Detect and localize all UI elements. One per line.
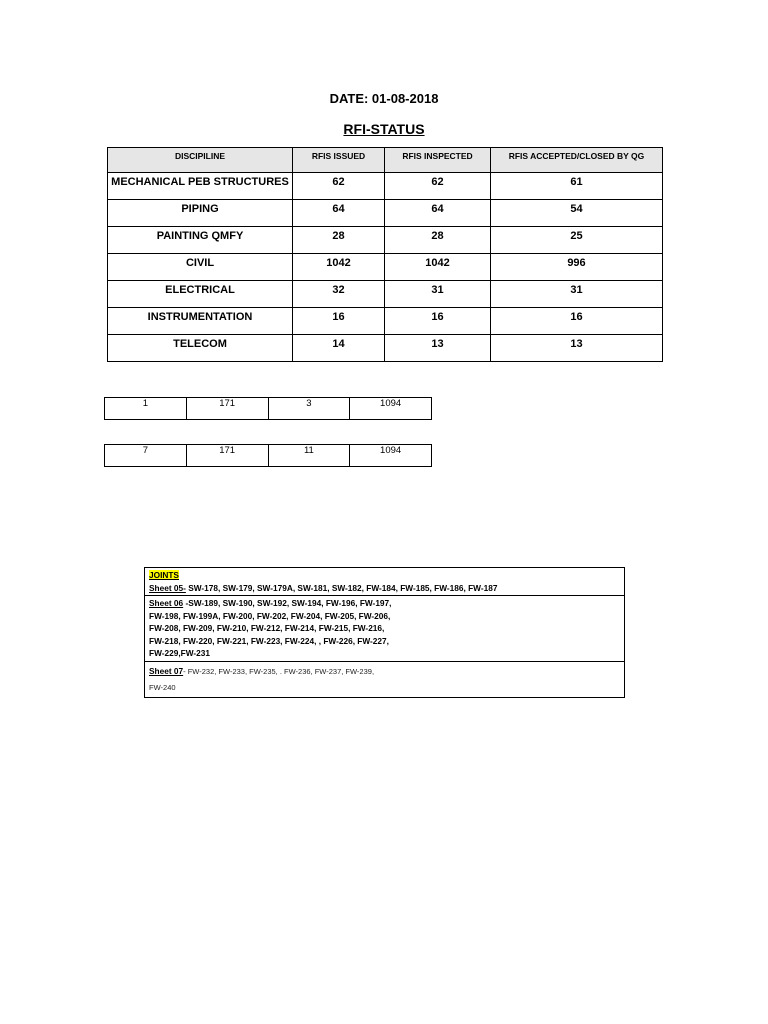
cell-inspected: 28: [385, 227, 491, 254]
cell-accepted: 54: [491, 200, 663, 227]
cell-discipline: ELECTRICAL: [108, 281, 293, 308]
sheet-07-joints-line: - FW-232, FW-233, FW-235, . FW-236, FW-237, FW-239,: [183, 666, 375, 676]
summary-cell: 7: [105, 445, 187, 467]
rfi-status-table: [107, 147, 663, 362]
cell-accepted: 25: [491, 227, 663, 254]
summary-cell: 11: [268, 445, 350, 467]
cell-discipline: PAINTING QMFY: [108, 227, 293, 254]
cell-accepted: 16: [491, 308, 663, 335]
cell-issued: 14: [293, 335, 385, 362]
table-row: [108, 281, 663, 308]
header-rfis-inspected: RFIS INSPECTED: [385, 148, 491, 173]
sheet-05-label: Sheet 05-: [149, 582, 186, 593]
summary-cell: 1094: [350, 445, 432, 467]
sheet-06-joints-line: FW-229,FW-231: [149, 648, 210, 658]
cell-accepted: 61: [491, 173, 663, 200]
sheet-06-joints-line: FW-198, FW-199A, FW-200, FW-202, FW-204, FW-205, FW-206,: [149, 610, 391, 621]
cell-issued: 62: [293, 173, 385, 200]
joints-box: [144, 567, 625, 698]
header-rfis-issued: RFIS ISSUED: [293, 148, 385, 173]
joints-sheet-07: [145, 662, 624, 697]
document-date: DATE: 01-08-2018: [329, 91, 439, 106]
table-row: [108, 227, 663, 254]
cell-discipline: TELECOM: [108, 335, 293, 362]
summary-cell: 1: [105, 398, 187, 420]
cell-discipline: PIPING: [108, 200, 293, 227]
cell-inspected: 13: [385, 335, 491, 362]
table-row: [108, 173, 663, 200]
cell-discipline: INSTRUMENTATION: [108, 308, 293, 335]
sheet-07-label: Sheet 07: [149, 665, 184, 676]
sheet-06-joints-line: -SW-189, SW-190, SW-192, SW-194, FW-196, FW-197,: [183, 598, 392, 608]
summary-table-2: [104, 444, 432, 467]
header-discipline: DISCIPILINE: [108, 148, 293, 173]
cell-issued: 64: [293, 200, 385, 227]
sheet-07-joints-line: FW-240: [149, 682, 176, 692]
summary-cell: 171: [186, 445, 268, 467]
cell-issued: 16: [293, 308, 385, 335]
cell-issued: 32: [293, 281, 385, 308]
cell-discipline: CIVIL: [108, 254, 293, 281]
table-row: [108, 335, 663, 362]
cell-accepted: 996: [491, 254, 663, 281]
table-row: [108, 308, 663, 335]
sheet-05-joints: SW-178, SW-179, SW-179A, SW-181, SW-182, FW-184, FW-185, FW-186, FW-187: [185, 582, 498, 593]
summary-table-1: [104, 397, 432, 420]
cell-accepted: 31: [491, 281, 663, 308]
cell-inspected: 31: [385, 281, 491, 308]
table-header-row: [108, 148, 663, 173]
table-row: [105, 398, 432, 420]
joints-label: JOINTS: [149, 570, 179, 580]
joints-sheet-05: [145, 568, 624, 596]
cell-inspected: 1042: [385, 254, 491, 281]
summary-cell: 1094: [350, 398, 432, 420]
cell-issued: 28: [293, 227, 385, 254]
table-row: [108, 254, 663, 281]
cell-inspected: 62: [385, 173, 491, 200]
header-rfis-accepted: RFIS ACCEPTED/CLOSED BY QG: [491, 148, 663, 173]
table-row: [105, 445, 432, 467]
sheet-06-label: Sheet 06: [149, 598, 184, 608]
cell-issued: 1042: [293, 254, 385, 281]
cell-accepted: 13: [491, 335, 663, 362]
sheet-06-joints-line: FW-208, FW-209, FW-210, FW-212, FW-214, FW-215, FW-216,: [149, 623, 385, 633]
joints-sheet-06: [145, 596, 624, 662]
summary-cell: 171: [186, 398, 268, 420]
title-text: RFI-STATUS: [343, 121, 425, 137]
table-row: [108, 200, 663, 227]
sheet-06-joints-line: FW-218, FW-220, FW-221, FW-223, FW-224, , FW-226, FW-227,: [149, 635, 389, 646]
cell-inspected: 64: [385, 200, 491, 227]
cell-inspected: 16: [385, 308, 491, 335]
cell-discipline: MECHANICAL PEB STRUCTURES: [108, 173, 293, 200]
document-title: [0, 121, 768, 137]
summary-cell: 3: [268, 398, 350, 420]
